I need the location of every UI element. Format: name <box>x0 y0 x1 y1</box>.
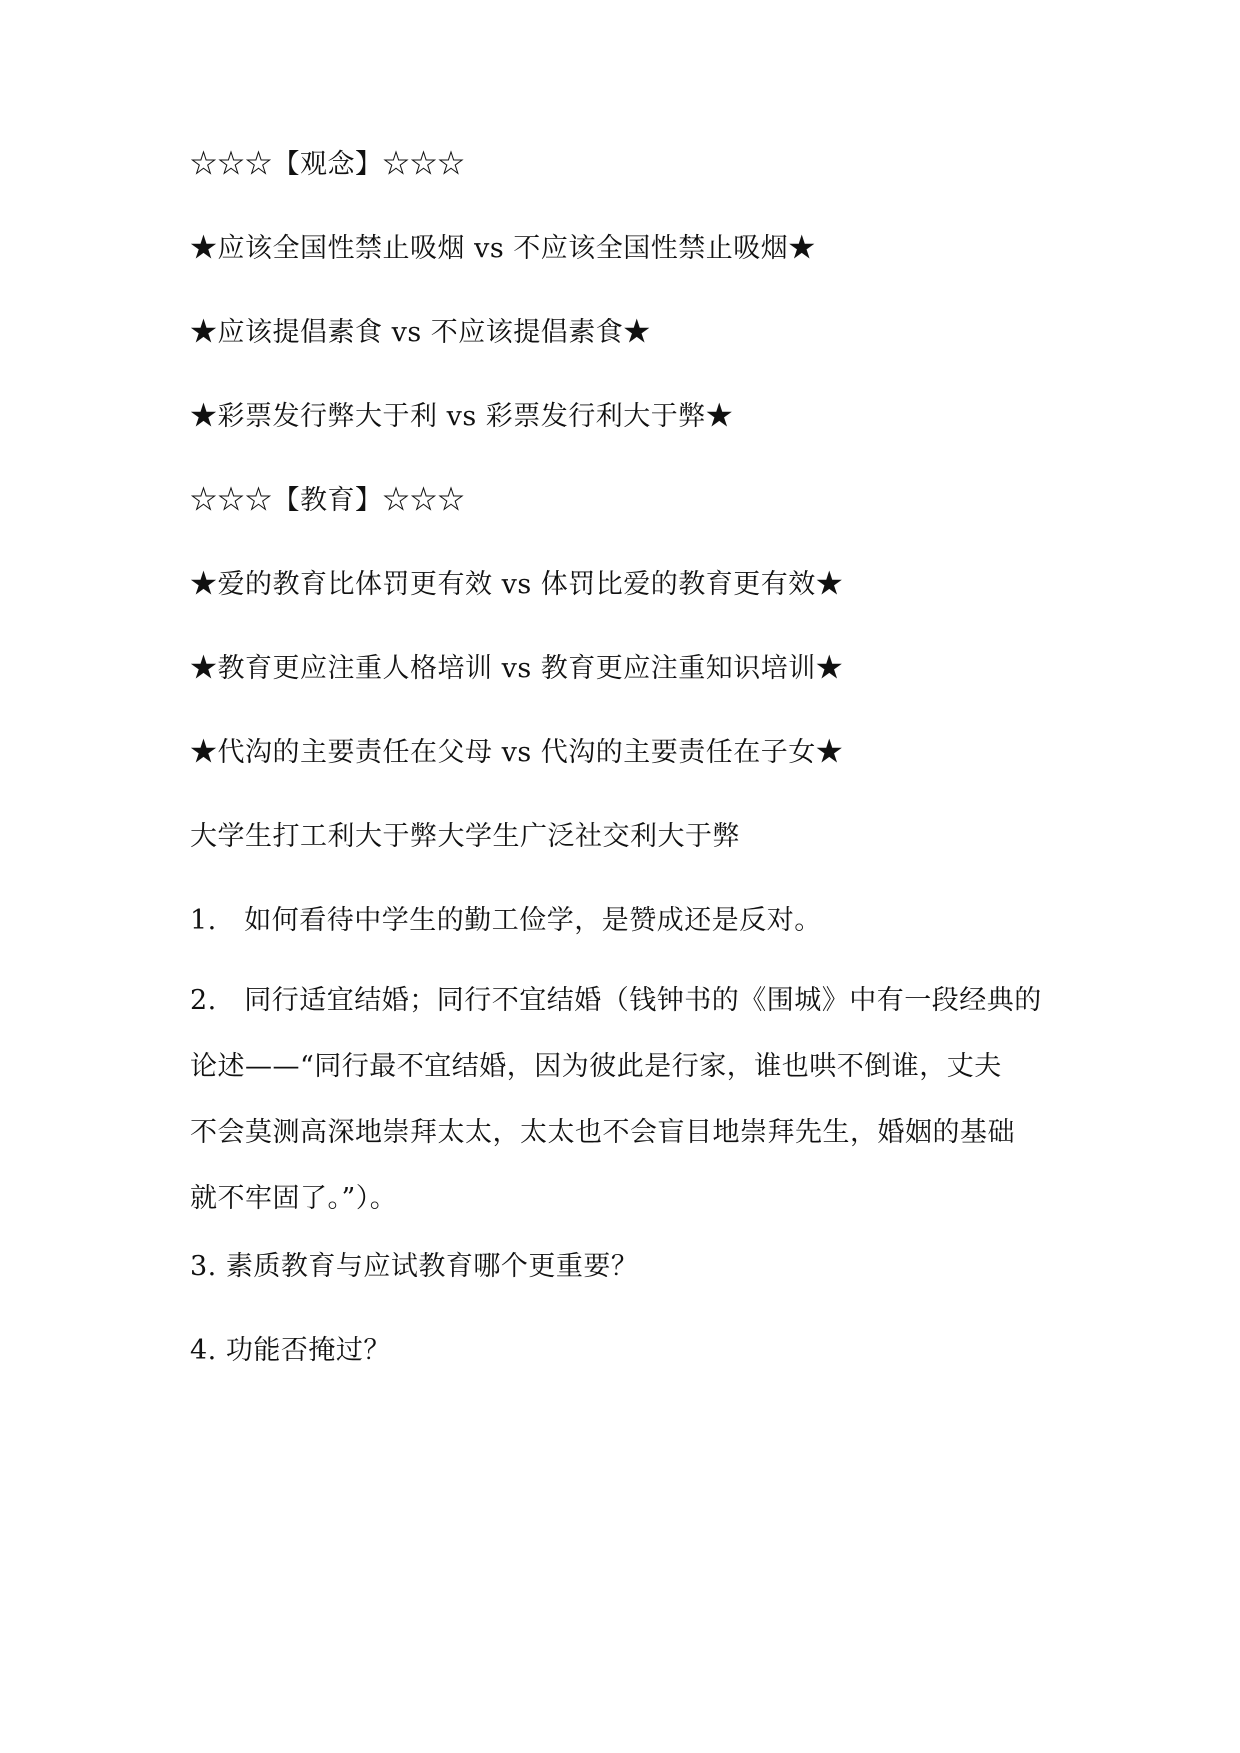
numbered-item-1: 1. 如何看待中学生的勤工俭学，是赞成还是反对。 <box>190 905 822 936</box>
numbered-item-4: 4. 功能否掩过？ <box>190 1335 391 1366</box>
section-heading-concept: ☆☆☆【观念】☆☆☆ <box>190 149 465 180</box>
item-2-line-3: 不会莫测高深地崇拜太太，太太也不会盲目地崇拜先生，婚姻的基础 <box>190 1117 1015 1148</box>
numbered-item-2 <box>190 968 1070 1232</box>
debate-topic-generation-gap: ★代沟的主要责任在父母 vs 代沟的主要责任在子女★ <box>190 737 844 768</box>
debate-topic-vegetarian: ★应该提倡素食 vs 不应该提倡素食★ <box>190 317 651 348</box>
item-2-line-4: 就不牢固了。”）。 <box>190 1183 398 1214</box>
numbered-item-3: 3. 素质教育与应试教育哪个更重要？ <box>190 1251 639 1282</box>
item-2-line-1: 2. 同行适宜结婚；同行不宜结婚（钱钟书的《围城》中有一段经典的 <box>190 985 1042 1016</box>
section-heading-education: ☆☆☆【教育】☆☆☆ <box>190 485 465 516</box>
debate-topic-personality: ★教育更应注重人格培训 vs 教育更应注重知识培训★ <box>190 653 844 684</box>
debate-topic-lottery: ★彩票发行弊大于利 vs 彩票发行利大于弊★ <box>190 401 734 432</box>
debate-topic-punishment: ★爱的教育比体罚更有效 vs 体罚比爱的教育更有效★ <box>190 569 844 600</box>
debate-topic-smoking: ★应该全国性禁止吸烟 vs 不应该全国性禁止吸烟★ <box>190 233 816 264</box>
item-2-line-2: 论述——“同行最不宜结婚，因为彼此是行家，谁也哄不倒谁，丈夫 <box>190 1051 1002 1082</box>
debate-topic-college-students: 大学生打工利大于弊大学生广泛社交利大于弊 <box>190 821 740 852</box>
